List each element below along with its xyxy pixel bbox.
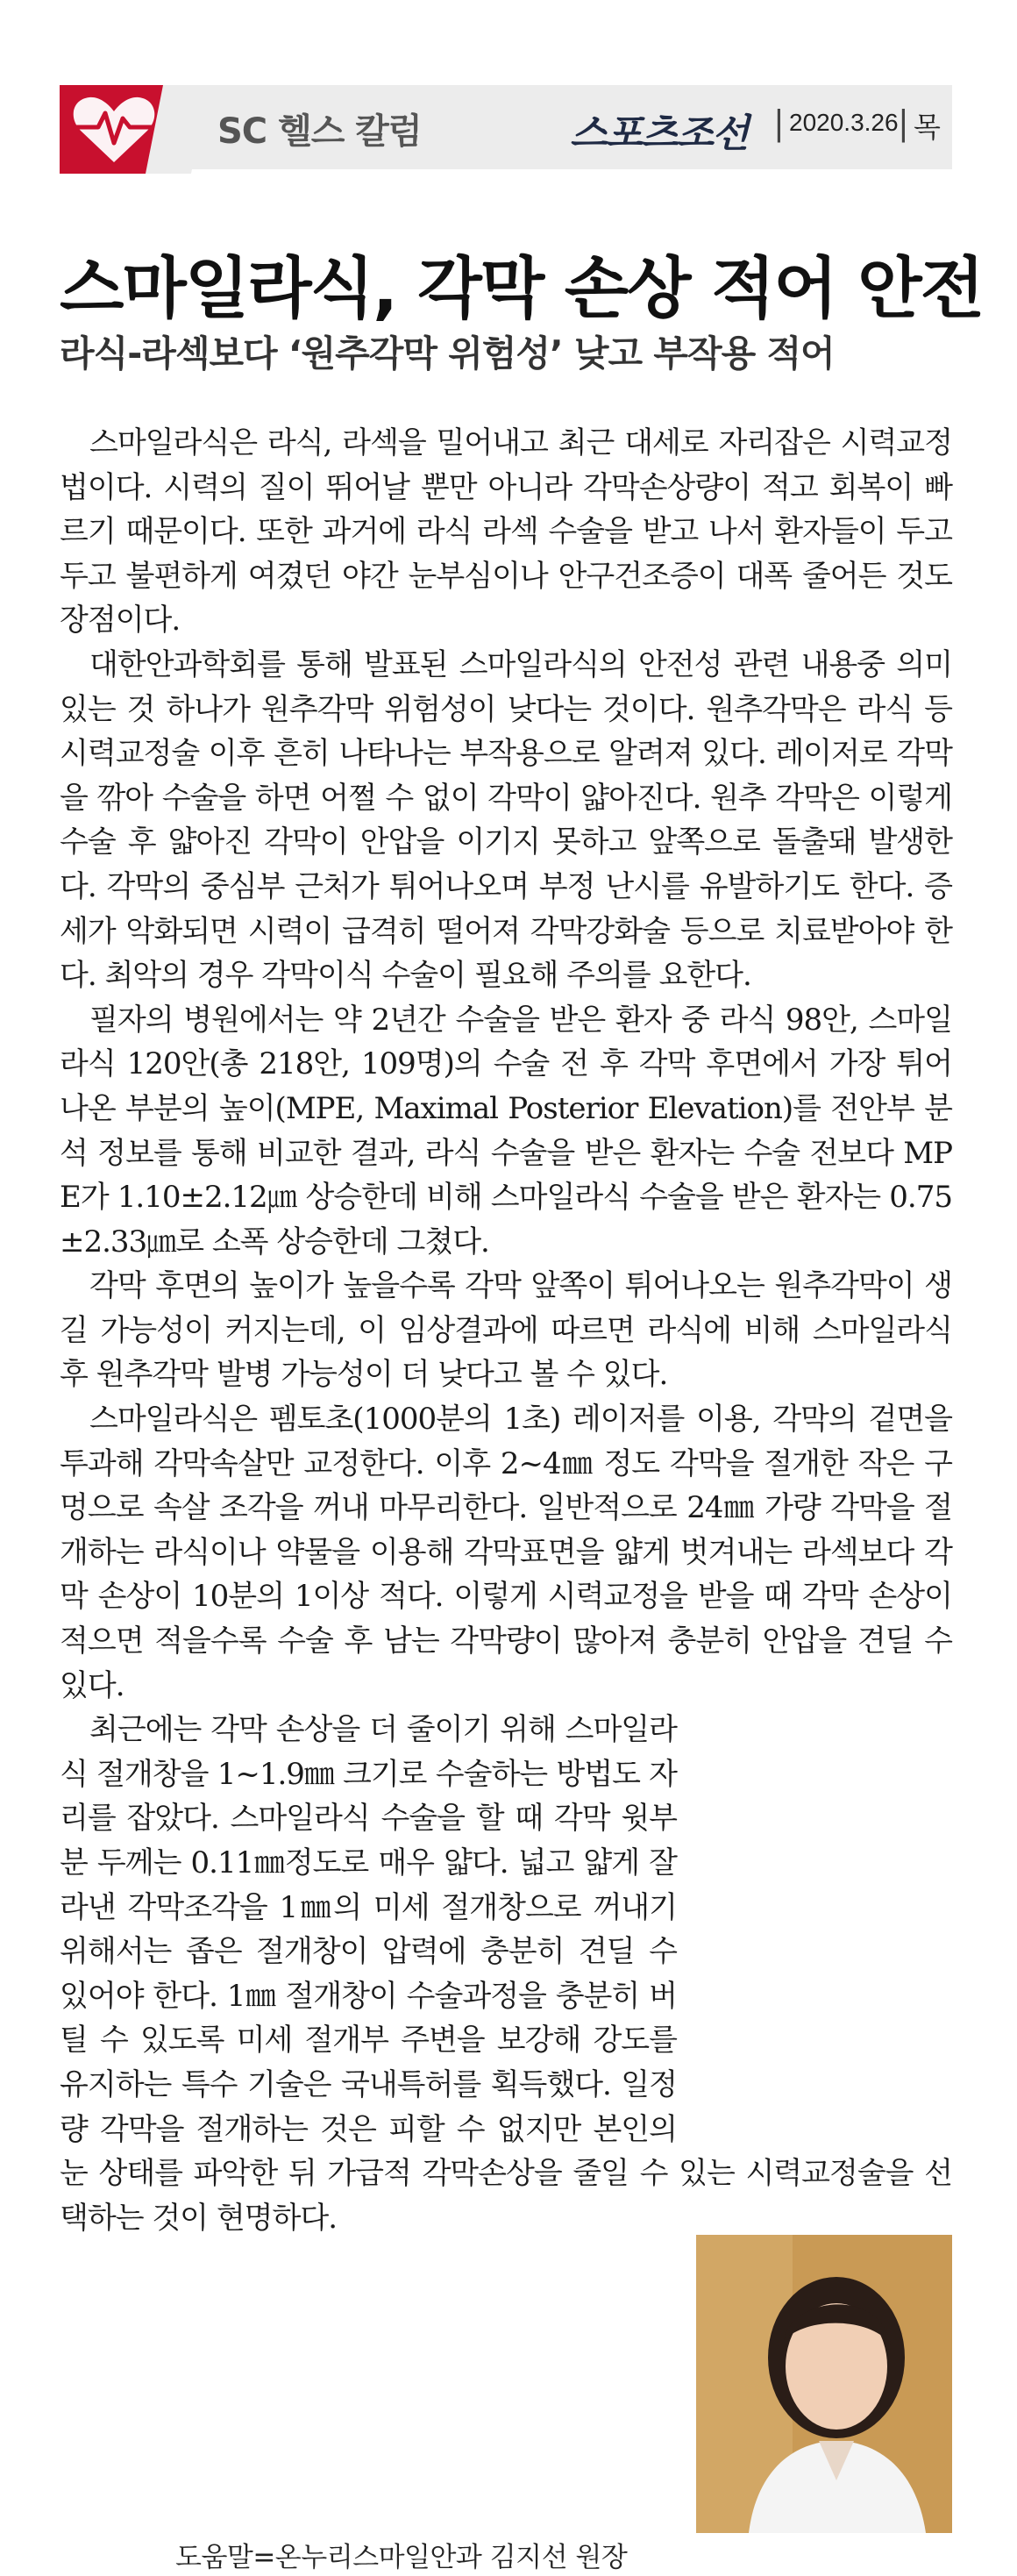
paragraph-3: 필자의 병원에서는 약 2년간 수술을 받은 환자 중 라식 98안, 스마일라식 120안(총 218안, 109명)의 수술 전 후 각막 후면에서 가장 튀어나온 부분의 높이(MPE, Maximal Posterior Elevation)를 전안부 분석 정보를 통해 비교한 결과, 라식 수술을 받은 환자는 수술 전보다 MPE가 1.10±2.12㎛ 상승한데 비해 스마일라식 수술을 받은 환자는 0.75±2.33㎛로 소폭 상승한데 그쳤다. bbox=[60, 1002, 952, 1259]
publication-weekday: 목 bbox=[914, 111, 941, 144]
paragraph-1: 스마일라식은 라식, 라섹을 밀어내고 최근 대세로 자리잡은 시력교정법이다. 시력의 질이 뛰어날 뿐만 아니라 각막손상량이 적고 회복이 빠르기 때문이다. 또한 과거에 라식 라섹 수술을 받고 나서 환자들이 두고두고 불편하게 여겼던 야간 눈부심이나 안구건조증이 대폭 줄어든 것도 장점이다. bbox=[60, 425, 952, 639]
article-headline: 스마일라식, 각막 손상 적어 안전 bbox=[60, 249, 984, 327]
author-photo bbox=[696, 2235, 952, 2533]
paragraph-2: 대한안과학회를 통해 발표된 스마일라식의 안전성 관련 내용중 의미 있는 것 하나가 원추각막 위험성이 낮다는 것이다. 원추각막은 라식 등 시력교정술 이후 흔히 나타나는 부작용으로 알려져 있다. 레이저로 각막을 깎아 수술을 하면 어쩔 수 없이 각막이 얇아진다. 원추 각막은 이렇게 수술 후 얇아진 각막이 안압을 이기지 못하고 앞쪽으로 돌출돼 발생한다. 각막의 중심부 근처가 튀어나오며 부정 난시를 유발하기도 한다. 증세가 악화되면 시력이 급격히 떨어져 각막강화술 등으로 치료받아야 한다. 최악의 경우 각막이식 수술이 필요해 주의를 요한다. bbox=[60, 646, 952, 994]
newspaper-logo: 스포츠조선 bbox=[570, 111, 748, 156]
article-body bbox=[60, 421, 952, 2240]
weekday-separator: | bbox=[898, 103, 909, 142]
heart-pulse-icon bbox=[60, 75, 209, 184]
date-separator: | bbox=[773, 103, 785, 142]
paragraph-4: 각막 후면의 높이가 높을수록 각막 앞쪽이 튀어나오는 원추각막이 생길 가능성이 커지는데, 이 임상결과에 따르면 라식에 비해 스마일라식 후 원추각막 발병 가능성이 더 낮다고 볼 수 있다. bbox=[60, 1268, 952, 1393]
paragraph-6-text: 최근에는 각막 손상을 더 줄이기 위해 스마일라식 절개창을 1~1.9㎜ 크기로 수술하는 방법도 자리를 잡았다. 스마일라식 수술을 할 때 각막 윗부분 두께는 0.11㎜정도로 매우 얇다. 넓고 얇게 잘라낸 각막조각을 1㎜의 미세 절개창으로 꺼내기 위해서는 좁은 절개창이 압력에 충분히 견딜 수 있어야 한다. 1㎜ 절개창이 수술과정을 충분히 버틸 수 있도록 미세 절개부 주변을 보강해 강도를 유지하는 특수 기술은 국내특허를 획득했다. 일정량 각막을 절개하는 것은 피할 수 없지만 본인의 눈 상태를 파악한 뒤 가급적 각막손상을 줄일 수 있는 시력교정술을 선택하는 것이 현명하다. bbox=[60, 1712, 952, 2236]
publication-date: 2020.3.26 bbox=[789, 109, 899, 136]
section-label: SC 헬스 칼럼 bbox=[217, 111, 422, 152]
article-credit: 도움말=온누리스마일안과 김지선 원장 bbox=[175, 2542, 628, 2573]
photo-float-spacer bbox=[696, 1708, 952, 2146]
paragraph-6 bbox=[60, 1708, 952, 2240]
author-portrait-image bbox=[696, 2235, 952, 2533]
article-subhead: 라식-라섹보다 ‘원추각막 위험성’ 낮고 부작용 적어 bbox=[60, 332, 835, 375]
paragraph-5: 스마일라식은 펨토초(1000분의 1초) 레이저를 이용, 각막의 겉면을 투과해 각막속살만 교정한다. 이후 2~4㎜ 정도 각막을 절개한 작은 구멍으로 속살 조각을 꺼내 마무리한다. 일반적으로 24㎜ 가량 각막을 절개하는 라식이나 약물을 이용해 각막표면을 얇게 벗겨내는 라섹보다 각막 손상이 10분의 1이상 적다. 이렇게 시력교정을 받을 때 각막 손상이 적으면 적을수록 수술 후 남는 각막량이 많아져 충분히 안압을 견딜 수 있다. bbox=[60, 1402, 952, 1703]
